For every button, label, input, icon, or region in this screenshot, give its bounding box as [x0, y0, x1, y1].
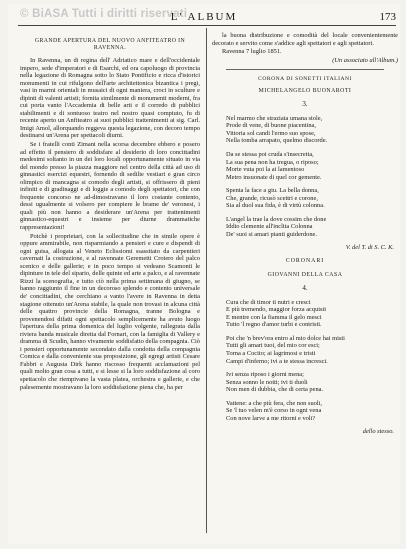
left-column	[20, 32, 200, 392]
verse-line: Senza sonno le notti; ivi ti duoli	[226, 378, 308, 386]
verse-line: Non men di dubbia, che di certa pena.	[226, 386, 324, 394]
verse-line: Spenta la face a giu. La bella donna,	[226, 187, 319, 195]
poem-number: 4.	[302, 284, 308, 293]
verse-line: Cura che di timor ti nutri e cresci	[226, 298, 311, 306]
verse-line: Vittoria sol candi l'ermo suo spose,	[226, 129, 316, 137]
poem-collection-title: CORONA DI SONETTI ITALIANI	[258, 76, 352, 83]
verse-line: Con nove larve a me ritorni e voli?	[226, 414, 316, 422]
page-number: 173	[379, 11, 396, 23]
verse-line: Che, grande, ricusò scettri e corone,	[226, 194, 318, 202]
verse-line: Ivi senza riposo i giorni mena;	[226, 371, 304, 379]
dateline: Ravenna 7 luglio 1851.	[222, 48, 282, 56]
verse-line: Metro insuonate di quel cor gemente.	[226, 173, 322, 181]
stanza	[226, 299, 398, 329]
verse-line: Morte vuta poi la ai lamentoso	[226, 166, 305, 174]
attribution: (Un associato all'Album.)	[332, 56, 398, 64]
verse-line: Vattene: a che più fera, che non suoli,	[226, 399, 322, 407]
poem-number: 3.	[302, 100, 308, 109]
stanza	[226, 187, 398, 210]
running-header-title: L' ALBUM	[170, 11, 238, 23]
stanza	[226, 400, 398, 423]
stanza	[226, 371, 398, 394]
article-paragraph: Poichè i proprietari, con la sollecitudine che in simile opere è oppure ammirabile, non risparmiando a pensieri e cure e dispendi di ogni guisa, allogata al Veneto Eclissiomi ssassitato da carpentieri cavernati la costruzione, e al ravennate Geremetti Crotero del palco scenico e delle gallerie; e in poco tempo si vedeano Scamonti le dipinture in tele del sipario, delle quinte ed arte a palco, e al ravennate Rizzi la scenografia, e tutto ciò nella prima settimana di giugno, se hanno raggiunto il fine in un decoroso splendo e contento universale de' concittadini, che cerchiano a vanto l'avere in Ravenna in detta stagione ottenuto un'Arena stabile, la quale non trovasi in alcuna città delle quattro provincie della Romagna, tranne Bologna e provenendosi difatti ogni spettacolo semplicemente ha avuto luogo l'apertura della prima domenica del luglio volgente, rallegrata dalla riviera banda musicale diretta dal Fornari, con la famiglia di Vallery e dramma di Scudin, hanno vivamente soddisfatto della compagnia. Ciò i pensieri opportunamente secondato dalla condotta della compagnia Comica e dalla conveniente sua proposizione, gli egregi artisti Cesare Fabbri e Augusta Dirk hanno riscosso frequenti acclamazioni pel quali molto gran cosa a tutti, e si lesse si la loro soddisfazione al coro spettacolo che riempivano la vasta platea, orchestra e gallerie, e che palesemente mostravano la loro soddisfazione piena che, ha per	[20, 232, 200, 391]
verse-line: Nel marmo che straziata umana stole,	[226, 114, 323, 122]
poem-credit: V. del T. di S. C. K.	[345, 244, 394, 252]
verse-line: Nella tomba arrapato, quelmo discorde.	[226, 137, 328, 145]
stanza	[226, 335, 398, 365]
verse-line: Tutti gli amari tuoi, del mio cor esci;	[226, 342, 320, 350]
verse-line: Campi d'inferno; ivi a te stessa incresci.	[226, 357, 328, 365]
header-rule	[18, 25, 396, 26]
right-column	[212, 32, 398, 442]
article-paragraph: Se i fratelli conti Zimani nella scorsa decembre ebbero e posero ad effetto il pensiero di soddisfare al desiderio di loro concittadini medesimi soltanto in un dei loro locali opportunamente situato in via del mondo presso la piazza maggiore nel centro della città ad uso di ginnastici esercizi equestri, fornendo di sedilie vestiari e gran circo olimpico di mancagna si comodo degli artisti, si offrissero di pieni infiniti e di gradinaggi e di loggie a comodo degli spettatori, che con frequente concorso ne ad-dimostravano il loro costante contento, dessi ugualmente si volsero per compiere le brame de' veronesi, i quali più non hanno a desiderare un'Arena per trattenimenti ginnastico-equestri e insieme per diurne drammatiche rappresentazioni!	[20, 141, 200, 232]
verse-line: Sia al duol sua fida, è di virtù colonna.	[226, 202, 325, 210]
verse-line: Prode di vene, di buone piacentina,	[226, 122, 316, 130]
verse-line: Se 'l tuo velen m'è corso in ogni vena	[226, 407, 322, 415]
verse-line: Torna a Cocito; ai lagrimosi e tristi	[226, 349, 316, 357]
verse-line: De' suoi si amari pianti guiderdone.	[226, 230, 317, 238]
stanza	[226, 216, 398, 239]
verse-line: E mentre con la fiamma il gelo mesci	[226, 313, 322, 321]
verse-line: E più tremendo, maggior forza acquisti	[226, 306, 327, 314]
page	[8, 4, 400, 544]
poem-author: MICHELANGELO BUONAROTI	[258, 87, 352, 94]
watermark: © BiASA Tutti i diritti riservati	[20, 8, 188, 20]
verse-line: Tutto 'l regno d'amor turbi e contristi.	[226, 321, 322, 329]
section-rule	[226, 69, 384, 70]
verse-line: Iddio clemente all'inclita Colonna	[226, 223, 313, 231]
article-paragraph: In Ravenna, un di regina dell' Adriatico mare e dell'occidentale impero, sede d'imperatori e di Esarchi, ed ora capoluogo di provincia nella legazione di Romagna sotto lo Stato Pontificio e ricca d'istorici monumenti in cui rifulgono dell'arte architettonica bizantica i pregi, vasi in marmi orientali in musaici di ogni maniera, croci in sculture e dipinti di valenti artisti; fornita similmente di monumenti moderni, fra cui porta vanto l'Accademia di belle arti e il corredo di pubblici stabilimenti e di sontuoso teatro nel nostro quasi compiuto, fu di recente aperto un Anfiteatro ai suoi pubblici trattenimenti ai sig. Carl. Imigi Amol, allorquando reggeva questa legazione, con decoro tempo destinarsi un'Arena per spettacoli diurni.	[20, 57, 200, 140]
stanza	[226, 151, 398, 181]
verse-line: La sua pena non ha tregua, o riposo;	[226, 158, 319, 166]
verse-line: Da se stessa poi cruda s'insecretta,	[226, 151, 314, 159]
stanza	[226, 115, 398, 145]
verse-line: Poi che 'n brev'ora entro al mio dolce hai misti	[226, 334, 345, 342]
column-divider	[206, 28, 207, 533]
poem-credit: dello stesso.	[362, 428, 394, 436]
verse-line: L'angel la trae la dove cossim che done	[226, 215, 327, 223]
article-continuation: la buona distribuzione e comodità del locale convenientemente decorato e servito come s'addice agli spettatori e agli spettatori.	[212, 32, 398, 47]
poem-author: GIOVANNI DELLA CASA	[267, 271, 343, 278]
article-title: GRANDE APERTURA DEL NUOVO ANFITEATRO IN RAVENNA.	[34, 38, 186, 51]
poem-subtitle: CORONARI	[285, 258, 325, 265]
